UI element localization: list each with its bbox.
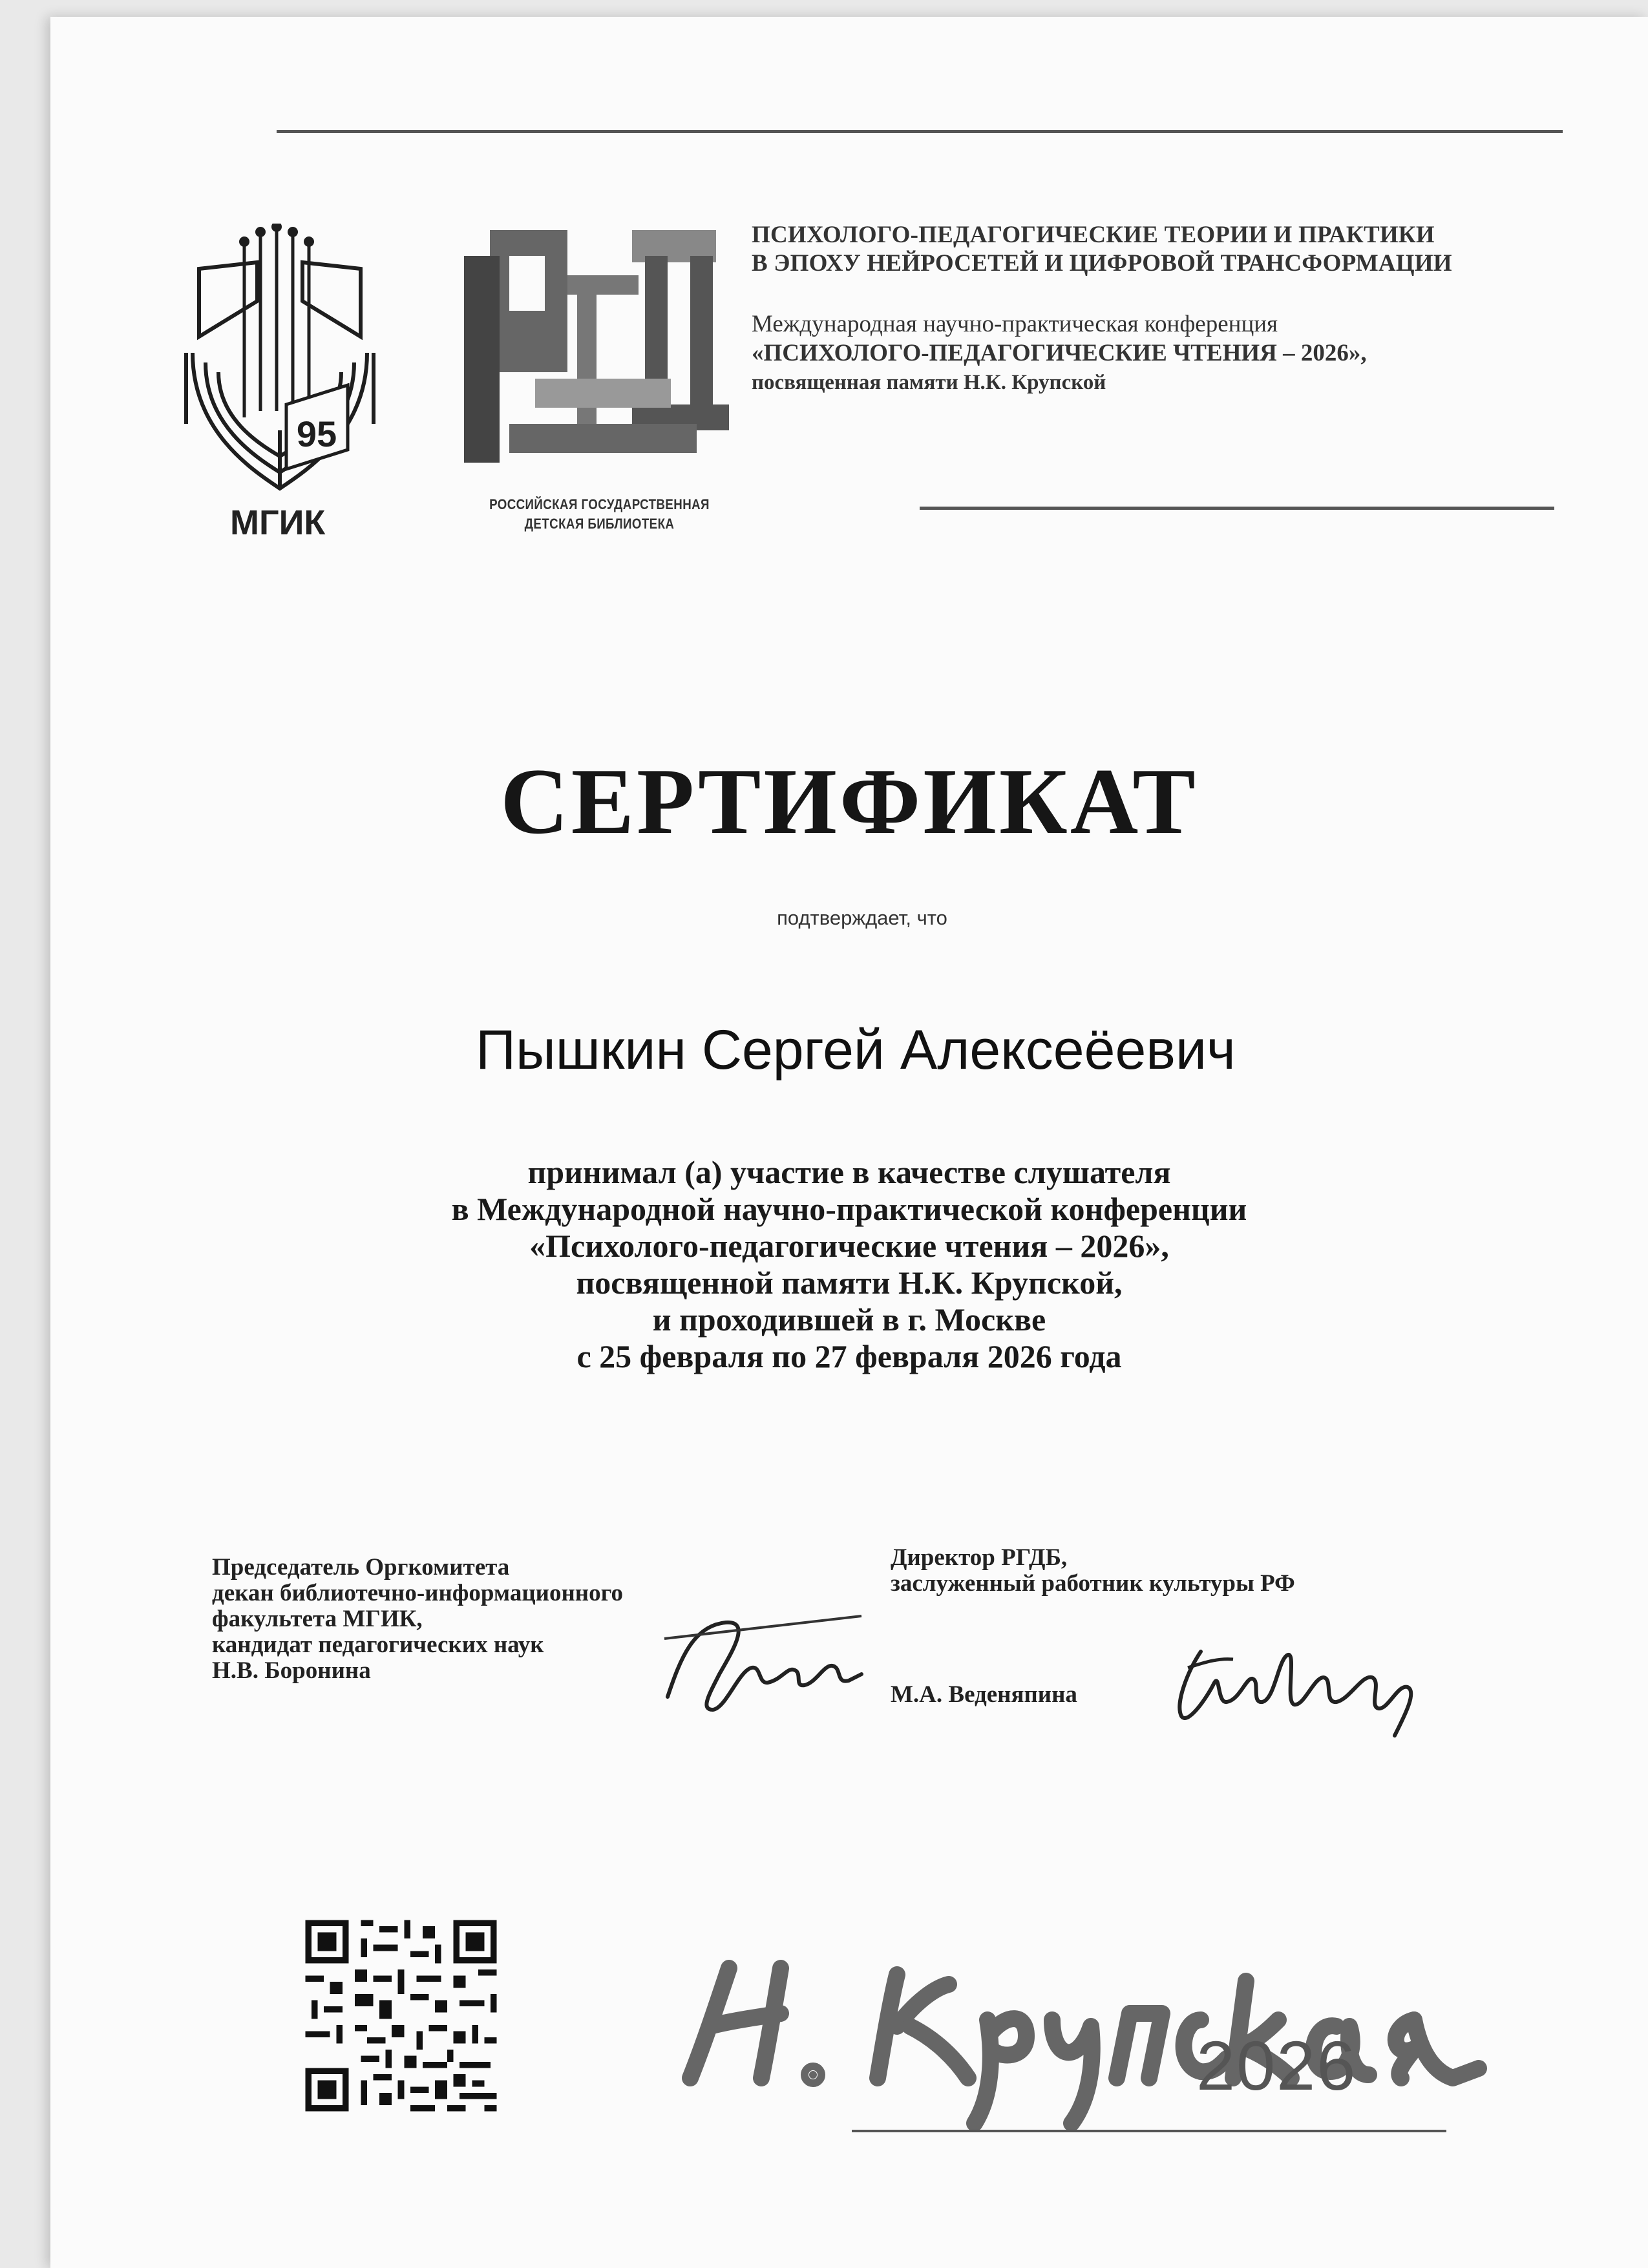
body-line: с 25 февраля по 27 февраля 2026 года: [576, 1338, 1122, 1374]
certificate-page: [50, 17, 1648, 2268]
rgdb-logo: [438, 230, 748, 488]
left-signatory: [212, 1555, 623, 1684]
right-signature: [1149, 1632, 1459, 1748]
rgdb-caption-line2: ДЕТСКАЯ БИБЛИОТЕКА: [524, 516, 675, 532]
mgik-label: МГИК: [230, 503, 326, 542]
left-signatory-line: факультета МГИК,: [212, 1606, 423, 1632]
right-signatory-line: Директор РГДБ,: [891, 1544, 1068, 1571]
left-signatory-line: декан библиотечно-информационного: [212, 1580, 623, 1606]
body-line: в Международной научно-практической конференции: [451, 1191, 1247, 1227]
conference-type: Международная научно-практическая конференция: [752, 311, 1278, 337]
right-signatory-name: М.А. Веденяпина: [891, 1681, 1077, 1708]
left-signature: [655, 1613, 868, 1723]
header-bottom-rule: [920, 507, 1554, 510]
conference-header: [752, 221, 1592, 397]
krupskaya-signature-logo: [664, 1929, 1517, 2136]
body-line: и проходившей в г. Москве: [652, 1301, 1046, 1338]
left-signatory-line: Н.В. Боронина: [212, 1657, 371, 1684]
conference-name: «ПСИХОЛОГО-ПЕДАГОГИЧЕСКИЕ ЧТЕНИЯ – 2026»,: [752, 340, 1367, 366]
certificate-title: СЕРТИФИКАТ: [500, 749, 1198, 854]
left-signatory-line: Председатель Оргкомитета: [212, 1554, 510, 1580]
right-signatory: [891, 1545, 1295, 1597]
footer-rule: [852, 2130, 1446, 2132]
left-signatory-line: кандидат педагогических наук: [212, 1632, 544, 1658]
rgdb-caption-line1: РОССИЙСКАЯ ГОСУДАРСТВЕННАЯ: [489, 496, 710, 512]
conference-title-line2: В ЭПОХУ НЕЙРОСЕТЕЙ И ЦИФРОВОЙ ТРАНСФОРМАЦИИ: [752, 250, 1452, 277]
conference-dedication: посвященная памяти Н.К. Крупской: [752, 371, 1106, 394]
mgik-logo: [173, 224, 386, 501]
right-signatory-line: заслуженный работник культуры РФ: [891, 1570, 1295, 1597]
footer-year: 2026: [1196, 2026, 1357, 2105]
mgik-number: 95: [296, 414, 337, 454]
rgdb-caption: [474, 495, 724, 534]
body-line: принимал (а) участие в качестве слушателя: [527, 1154, 1171, 1190]
body-line: «Психолого-педагогические чтения – 2026»,: [529, 1228, 1169, 1264]
certificate-body: [50, 1154, 1648, 1375]
recipient-name: Пышкин Сергей Алексеёевич: [476, 1019, 1236, 1081]
conference-title-line1: ПСИХОЛОГО-ПЕДАГОГИЧЕСКИЕ ТЕОРИИ И ПРАКТИКИ: [752, 222, 1435, 248]
top-rule: [277, 130, 1563, 133]
qr-code: [299, 1914, 503, 2117]
confirms-text: подтверждает, что: [777, 907, 947, 929]
body-line: посвященной памяти Н.К. Крупской,: [576, 1265, 1123, 1301]
